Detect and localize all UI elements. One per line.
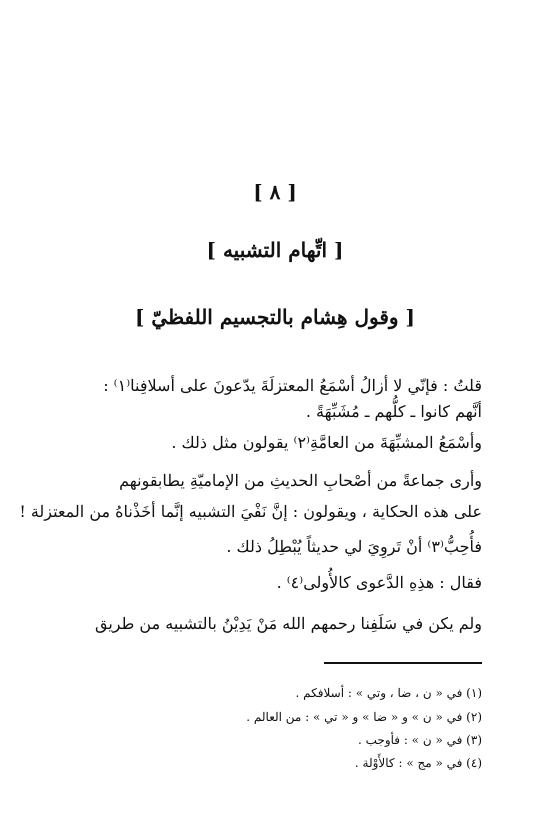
- body-line-1: قلتُ : فإنّي لا أزالُ أسْمَعُ المعتزلَةَ يدّعونَ على أسلافِنا⁽١⁾ :: [103, 376, 482, 395]
- footnote-1: (١) في « ن ، ضا ، وتي » : أسلافكم .: [295, 686, 482, 700]
- footnote-3: (٣) في « ن » : فأوجب .: [357, 733, 482, 747]
- footnote-separator: [324, 662, 482, 664]
- body-line-8: ولم يكن في سَلَفِنا رحمهم الله مَنْ يَدِيْنُ بالتشبيه من طريق: [94, 614, 482, 633]
- footnote-2: (٢) في « ن » و « ضا » و « تي » : من العالم .: [246, 710, 482, 724]
- body-line-3: وأسْمَعُ المشبِّهَةَ من العامَّةِ⁽٢⁾ يقولون مثل ذلك .: [171, 433, 482, 452]
- body-line-6: فأُحِبُّ⁽٣⁾ أنْ تَروِيَ لي حديثاً يُبْطِلُ ذلك .: [226, 537, 482, 556]
- body-line-5: على هذه الحكاية ، ويقولون : إنَّ نَفْيَ التشبيه إنَّما أخَذْناهُ من المعتزلة !: [19, 502, 482, 521]
- body-line-7: فقال : هذِهِ الدَّعوى كالأُولى⁽٤⁾ .: [276, 573, 482, 592]
- body-line-4: وأرى جماعةً من أصْحابِ الحديثِ من الإماميّةِ يطابقونهم: [119, 471, 482, 490]
- footnote-4: (٤) في « مج » : كالأَوْلة .: [354, 756, 482, 770]
- chapter-number: [ ٨ ]: [253, 180, 297, 204]
- section-subtitle: [ وقول هِشام بالتجسيم اللفظيّ ]: [134, 305, 416, 329]
- section-title: [ اتِّهام التشبيه ]: [206, 238, 344, 262]
- body-line-2: أنَّهم كانوا ـ كلُّهم ـ مُشَبِّهَةً .: [305, 402, 482, 421]
